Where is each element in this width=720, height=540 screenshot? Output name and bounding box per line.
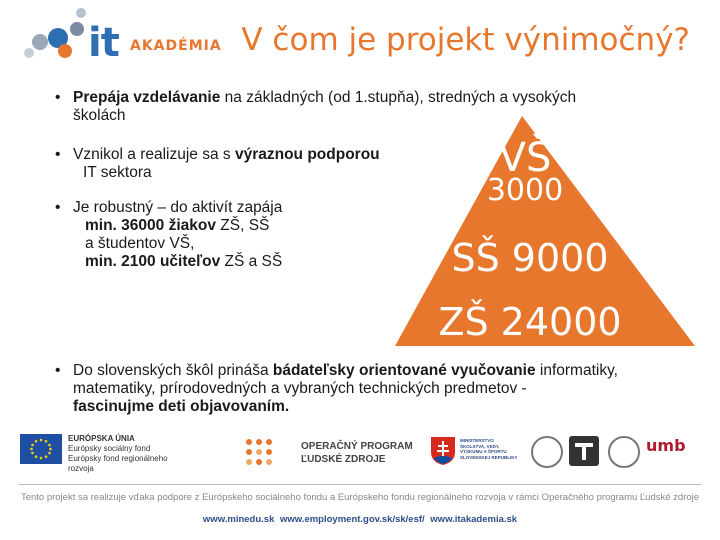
slide-title: V čom je projekt výnimočný?: [241, 22, 690, 58]
footer-note: Tento projekt sa realizuje vďaka podpore z Európskeho sociálneho fondu a Európskeho fondu regionálneho rozvoja v rámci Operačného programu Ľudské zdroje: [20, 492, 700, 503]
bullet-3-line1: Je robustný – do aktivít zapája: [73, 199, 283, 216]
bullet-dot: •: [55, 199, 61, 216]
op-line2: ĽUDSKÉ ZDROJE: [301, 454, 386, 465]
pyramid-vs-label: VŠ: [498, 135, 552, 181]
footer-divider: [18, 484, 702, 485]
eu-text-block: [68, 434, 188, 474]
bullet-dot: •: [55, 146, 61, 163]
bullet-4-rest: informatiky,: [535, 362, 618, 379]
bullet-dot: •: [55, 362, 61, 379]
pyramid-ss-label: SŠ 9000: [451, 236, 609, 280]
university-seal-2-icon: [608, 436, 640, 468]
bullet-3-line3: a študentov VŠ,: [85, 235, 195, 252]
op-line1: OPERAČNÝ PROGRAM: [301, 441, 413, 452]
bullet-4-line3-bold: fascinujme deti objavovaním.: [73, 398, 290, 415]
bullet-3-line4-bold: min. 2100 učiteľov: [85, 253, 221, 270]
bullet-2-bold: výraznou podporou: [234, 146, 380, 163]
logo-it-text: it: [88, 20, 119, 66]
pyramid-vs-value: 3000: [486, 173, 564, 208]
umb-logo: umb: [646, 436, 686, 455]
tu-logo-icon: [569, 436, 599, 466]
bullet-1-rest: na základných (od 1.stupňa), stredných a vysokých: [220, 89, 577, 106]
footer-links: www.minedu.sk www.employment.gov.sk/sk/esf/ www.itakademia.sk: [202, 514, 518, 525]
bullet-2-line2: IT sektora: [83, 164, 152, 181]
pyramid-zs-label: ZŠ 24000: [438, 300, 622, 344]
university-seal-1-icon: [531, 436, 563, 468]
bullet-3-line4-rest: ZŠ a SŠ: [220, 253, 283, 270]
it-akademia-logo: [18, 8, 222, 68]
bullet-1-bold: Prepája vzdelávanie: [73, 89, 221, 106]
eu-line1: Európsky sociálny fond: [68, 444, 151, 453]
bullet-3: [55, 199, 395, 279]
bullet-4-bold: bádateľsky orientované vyučovanie: [272, 362, 536, 379]
bullet-1-line2: školách: [73, 107, 126, 124]
bullet-3-line2-rest: ZŠ, SŠ: [215, 217, 270, 234]
eu-flag-icon: [20, 434, 62, 464]
eu-line2: Európsky fond regionálneho rozvoja: [68, 454, 168, 473]
eu-title: EURÓPSKA ÚNIA: [68, 434, 135, 443]
logo-akademia-text: AKADÉMIA: [130, 38, 222, 54]
ministry-text: MINISTERSTVO ŠKOLSTVA, VEDY, VÝSKUMU A ŠPORTU SLOVENSKEJ REPUBLIKY: [460, 438, 518, 460]
slovak-coat-of-arms-icon: [430, 436, 456, 466]
bullet-2-pre: Vznikol a realizuje sa s: [73, 146, 235, 163]
bullet-4-line2: matematiky, prírodovedných a vybraných technických predmetov -: [73, 380, 527, 397]
bullet-3-line2-bold: min. 36000 žiakov: [85, 217, 216, 234]
bullet-dot: •: [55, 89, 61, 106]
bullet-4: [55, 362, 715, 422]
bullet-4-pre: Do slovenských škôl prináša: [73, 362, 273, 379]
